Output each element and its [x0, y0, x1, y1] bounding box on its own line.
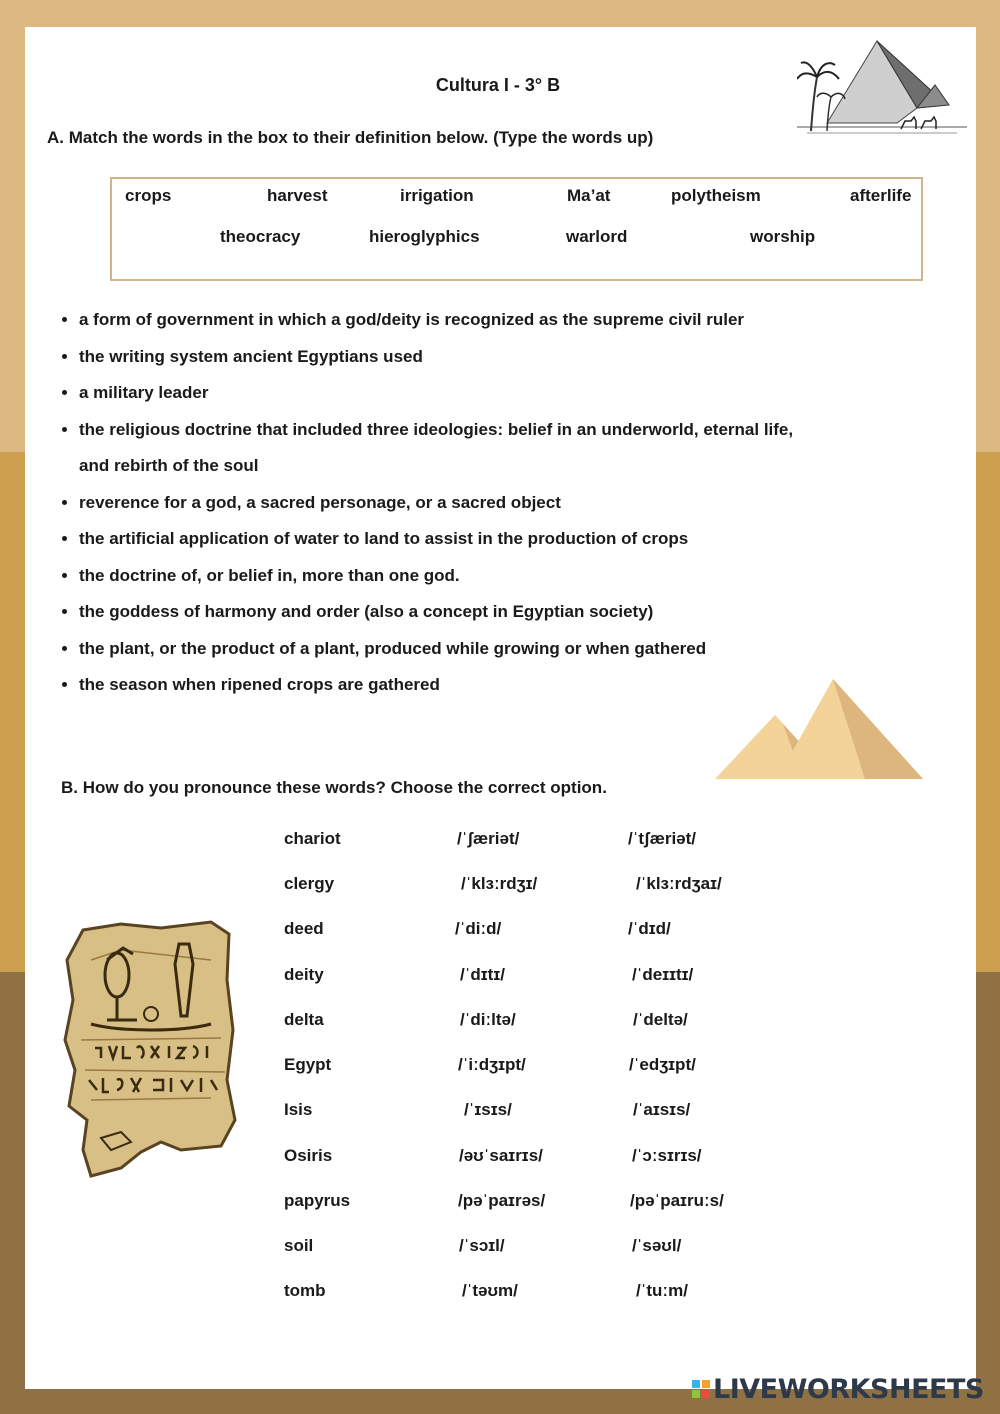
definition-item: • the doctrine of, or belief in, more than one god. [79, 558, 939, 595]
definition-item: • the artificial application of water to land to assist in the production of crops [79, 521, 939, 558]
word-label: deed [284, 919, 324, 938]
word-label: Osiris [284, 1146, 333, 1165]
word-box-item: warlord [566, 227, 628, 246]
definitions-list [47, 302, 939, 704]
word-label: delta [284, 1010, 324, 1029]
page-title: Cultura I - 3° B [435, 75, 561, 95]
option-one[interactable]: /ˈɪsɪs/ [464, 1100, 512, 1119]
option-two[interactable]: /ˈtʃæriət/ [628, 829, 696, 848]
definition-item-continuation: and rebirth of the soul [79, 456, 259, 475]
liveworksheets-logo [692, 1374, 984, 1404]
definition-item: • the season when ripened crops are gathered [79, 667, 939, 704]
word-label: soil [284, 1236, 314, 1255]
logo-text: LIVEWORKSHEETS [713, 1373, 984, 1405]
option-two[interactable]: /ˈtuːm/ [636, 1281, 688, 1300]
option-two[interactable]: /ˈedʒɪpt/ [629, 1055, 696, 1074]
option-one[interactable]: /ˈdiːd/ [455, 919, 502, 938]
word-label: papyrus [284, 1191, 351, 1210]
option-one[interactable]: /ˈʃæriət/ [457, 829, 520, 848]
word-box-item: worship [750, 227, 816, 246]
word-label: clergy [284, 874, 335, 893]
word-label: tomb [284, 1281, 326, 1300]
option-one[interactable]: /ˈiːdʒɪpt/ [458, 1055, 526, 1074]
option-one[interactable]: /ˈdɪtɪ/ [460, 965, 505, 984]
word-box-item: crops [125, 186, 172, 205]
word-box-item: harvest [267, 186, 328, 205]
word-label: Isis [284, 1100, 313, 1119]
definition-item: • the goddess of harmony and order (also a concept in Egyptian society) [79, 594, 939, 631]
definition-item: • the plant, or the product of a plant, produced while growing or when gathered [79, 631, 939, 668]
option-two[interactable]: /ˈɔːsɪrɪs/ [632, 1146, 702, 1165]
pyramids-icon [715, 679, 927, 781]
word-box [110, 177, 923, 281]
word-box-item: polytheism [671, 186, 761, 205]
option-two[interactable]: /ˈsəʊl/ [632, 1236, 682, 1255]
option-two[interactable]: /ˈdɪd/ [628, 919, 671, 938]
word-box-item: afterlife [850, 186, 912, 205]
word-box-item: theocracy [220, 227, 301, 246]
word-box-item: hieroglyphics [369, 227, 480, 246]
option-one[interactable]: /əʊˈsaɪrɪs/ [459, 1146, 543, 1165]
worksheet-page [25, 27, 976, 1389]
option-two[interactable]: /ˈklɜːrdʒaɪ/ [636, 874, 722, 893]
option-one[interactable]: /ˈklɜːrdʒɪ/ [461, 874, 538, 893]
option-one[interactable]: /ˈdiːltə/ [460, 1010, 516, 1029]
logo-tiles-icon [692, 1380, 710, 1398]
option-two[interactable]: /ˈaɪsɪs/ [633, 1100, 691, 1119]
pyramid-sketch-icon [797, 33, 977, 145]
word-label: Egypt [284, 1055, 332, 1074]
option-one[interactable]: /ˈsɔɪl/ [459, 1236, 505, 1255]
definition-item: • a form of government in which a god/deity is recognized as the supreme civil ruler [79, 302, 939, 339]
word-box-item: Ma’at [567, 186, 611, 205]
definition-item: • a military leader [79, 375, 939, 412]
option-two[interactable]: /ˈdeltə/ [633, 1010, 688, 1029]
word-label: deity [284, 965, 324, 984]
definition-item: • reverence for a god, a sacred personage, or a sacred object [79, 485, 939, 522]
definition-item: • the writing system ancient Egyptians used [79, 339, 939, 376]
option-two[interactable]: /pəˈpaɪruːs/ [630, 1191, 724, 1210]
hieroglyph-tablet-icon [61, 920, 237, 1178]
word-box-item: irrigation [400, 186, 474, 205]
section-b-instruction: B. How do you pronounce these words? Choose the correct option. [61, 778, 607, 797]
word-label: chariot [284, 829, 341, 848]
option-two[interactable]: /ˈdeɪɪtɪ/ [632, 965, 694, 984]
option-one[interactable]: /pəˈpaɪrəs/ [458, 1191, 546, 1210]
definition-item: • the religious doctrine that included three ideologies: belief in an underworld, eternal life, [79, 412, 939, 449]
section-a-instruction: A. Match the words in the box to their definition below. (Type the words up) [47, 128, 654, 147]
option-one[interactable]: /ˈtəʊm/ [462, 1281, 518, 1300]
